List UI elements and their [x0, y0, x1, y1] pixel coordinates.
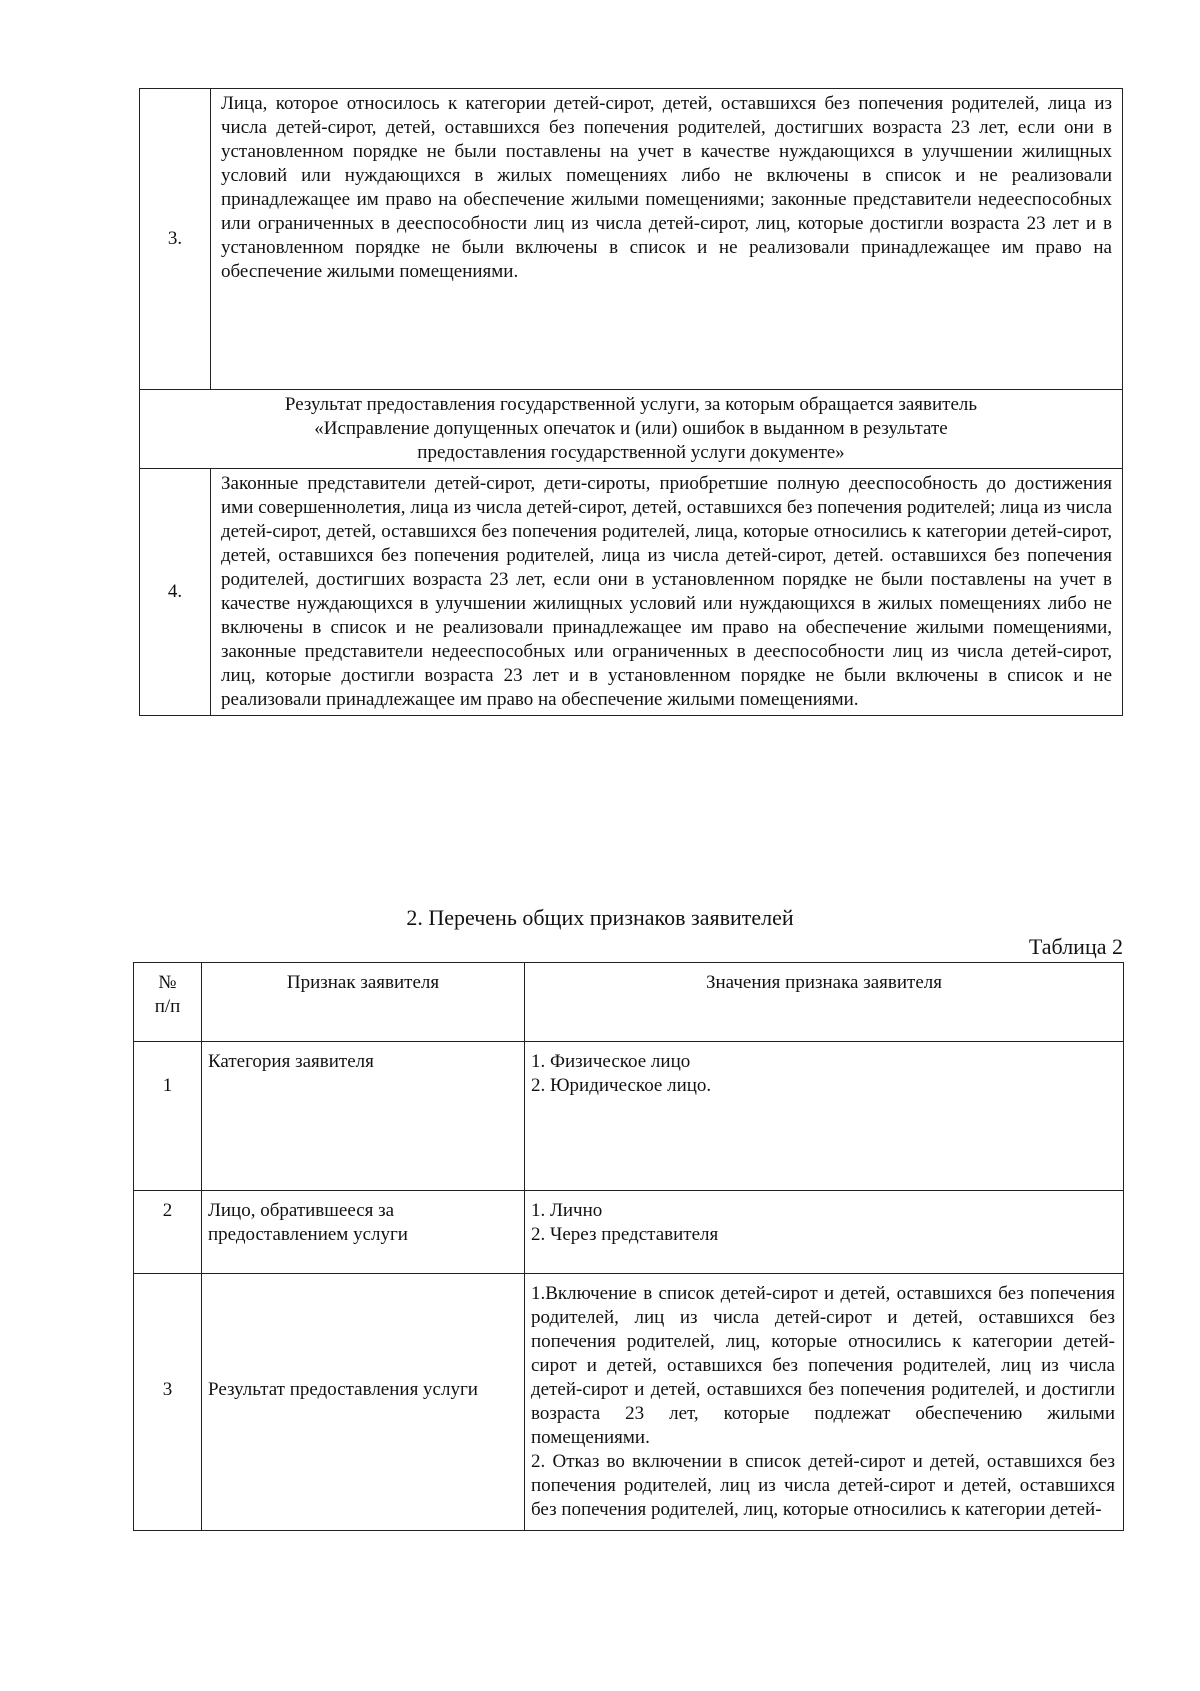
value-item: 2. Юридическое лицо.	[531, 1075, 712, 1096]
row-values	[525, 1274, 1124, 1531]
row-values	[525, 1191, 1124, 1274]
table-header-row	[134, 963, 1124, 1042]
row-sign: Категория заявителя	[202, 1042, 525, 1191]
value-item: 2. Отказ во включении в список детей-сирот и детей, оставшихся без попечения родителей, лиц из числа детей-сирот и детей, оставшихся без попечения родителей, лиц, которые относились к категории детей-	[531, 1451, 1115, 1520]
header-number-abbr: п/п	[154, 996, 181, 1017]
value-item: 2. Через представителя	[531, 1224, 719, 1245]
table-label: Таблица 2	[1028, 934, 1123, 959]
service-result-heading	[140, 390, 1123, 469]
row-text: Лица, которое относилось к категории детей-сирот, детей, оставшихся без попечения родителей, лица из числа детей-сирот, детей, оставшихся без попечения родителей, достигших возраста 23 лет, если они в установленном порядке не были поставлены на учет в качестве нуждающихся в улучшении жилищных условий или нуждающихся в жилых помещениях либо не включены в список и не реализовали принадлежащее им право на обеспечение жилыми помещениями; законные представители недееспособных или ограниченных в дееспособности лиц из числа детей-сирот, лиц, которые достигли возраста 23 лет и в установленном порядке не были включены в список и не реализовали принадлежащее им право на обеспечение жилыми помещениями.	[211, 89, 1123, 390]
value-item: 1.Включение в список детей-сирот и детей, оставшихся без попечения родителей, лиц из числа детей-сирот и детей, оставшихся без попечения родителей, лиц, которые относились к категории детей-сирот и детей, оставшихся без попечения родителей, лиц из числа детей-сирот и детей, оставшихся без попечения родителей, и достигли возраста 23 лет, которые подлежат обеспечению жилыми помещениями.	[531, 1283, 1115, 1448]
row-number-text: 2	[162, 1200, 173, 1221]
section-title: 2. Перечень общих признаков заявителей	[406, 905, 794, 930]
header-values: Значения признака заявителя	[525, 963, 1124, 1042]
service-result-line: «Исправление допущенных опечаток и (или) ошибок в выданном в результате	[314, 418, 948, 439]
table-row	[134, 1042, 1124, 1191]
header-number	[134, 963, 202, 1042]
row-sign	[202, 1274, 525, 1531]
header-sign: Признак заявителя	[202, 963, 525, 1042]
value-item: 1. Лично	[531, 1200, 603, 1221]
header-number-symbol: №	[158, 972, 177, 993]
row-number: 4.	[140, 469, 211, 716]
row-number: 3.	[140, 89, 211, 390]
section-row	[140, 390, 1123, 469]
applicant-signs-table	[133, 962, 1124, 1531]
row-number	[134, 1191, 202, 1274]
row-number-text: 3	[162, 1379, 173, 1400]
table-row	[134, 1191, 1124, 1274]
service-result-line: предоставления государственной услуги документе»	[417, 442, 845, 463]
row-values	[525, 1042, 1124, 1191]
row-number	[134, 1274, 202, 1531]
table-row	[140, 89, 1123, 390]
row-sign-text: Результат предоставления услуги	[208, 1379, 478, 1400]
service-result-line: Результат предоставления государственной услуги, за которым обращается заявитель	[284, 394, 978, 415]
table-row	[134, 1274, 1124, 1531]
row-number	[134, 1042, 202, 1191]
row-text: Законные представители детей-сирот, дети-сироты, приобретшие полную дееспособность до достижения ими совершеннолетия, лица из числа детей-сирот, детей, оставшихся без попечения родителей; лица из числа детей-сирот, детей, оставшихся без попечения родителей, лица, которые относились к категории детей-сирот, детей, оставшихся без попечения родителей, лица из числа детей-сирот, детей. оставшихся без попечения родителей, достигших возраста 23 лет, если они в установленном порядке не были поставлены на учет в качестве нуждающихся в улучшении жилищных условий или нуждающихся в жилых помещениях либо не включены в список и не реализовали принадлежащее им право на обеспечение жилыми помещениями, законные представители недееспособных или ограниченных в дееспособности лиц из числа детей-сирот, лиц, которые достигли возраста 23 лет и в установленном порядке не были включены в список и не реализовали принадлежащее им право на обеспечение жилыми помещениями.	[211, 469, 1123, 716]
table-row	[140, 469, 1123, 716]
value-item: 1. Физическое лицо	[531, 1051, 691, 1072]
row-sign: Лицо, обратившееся за предоставлением услуги	[202, 1191, 525, 1274]
row-number-text: 1	[162, 1075, 173, 1096]
applicants-table-continuation	[139, 88, 1123, 716]
